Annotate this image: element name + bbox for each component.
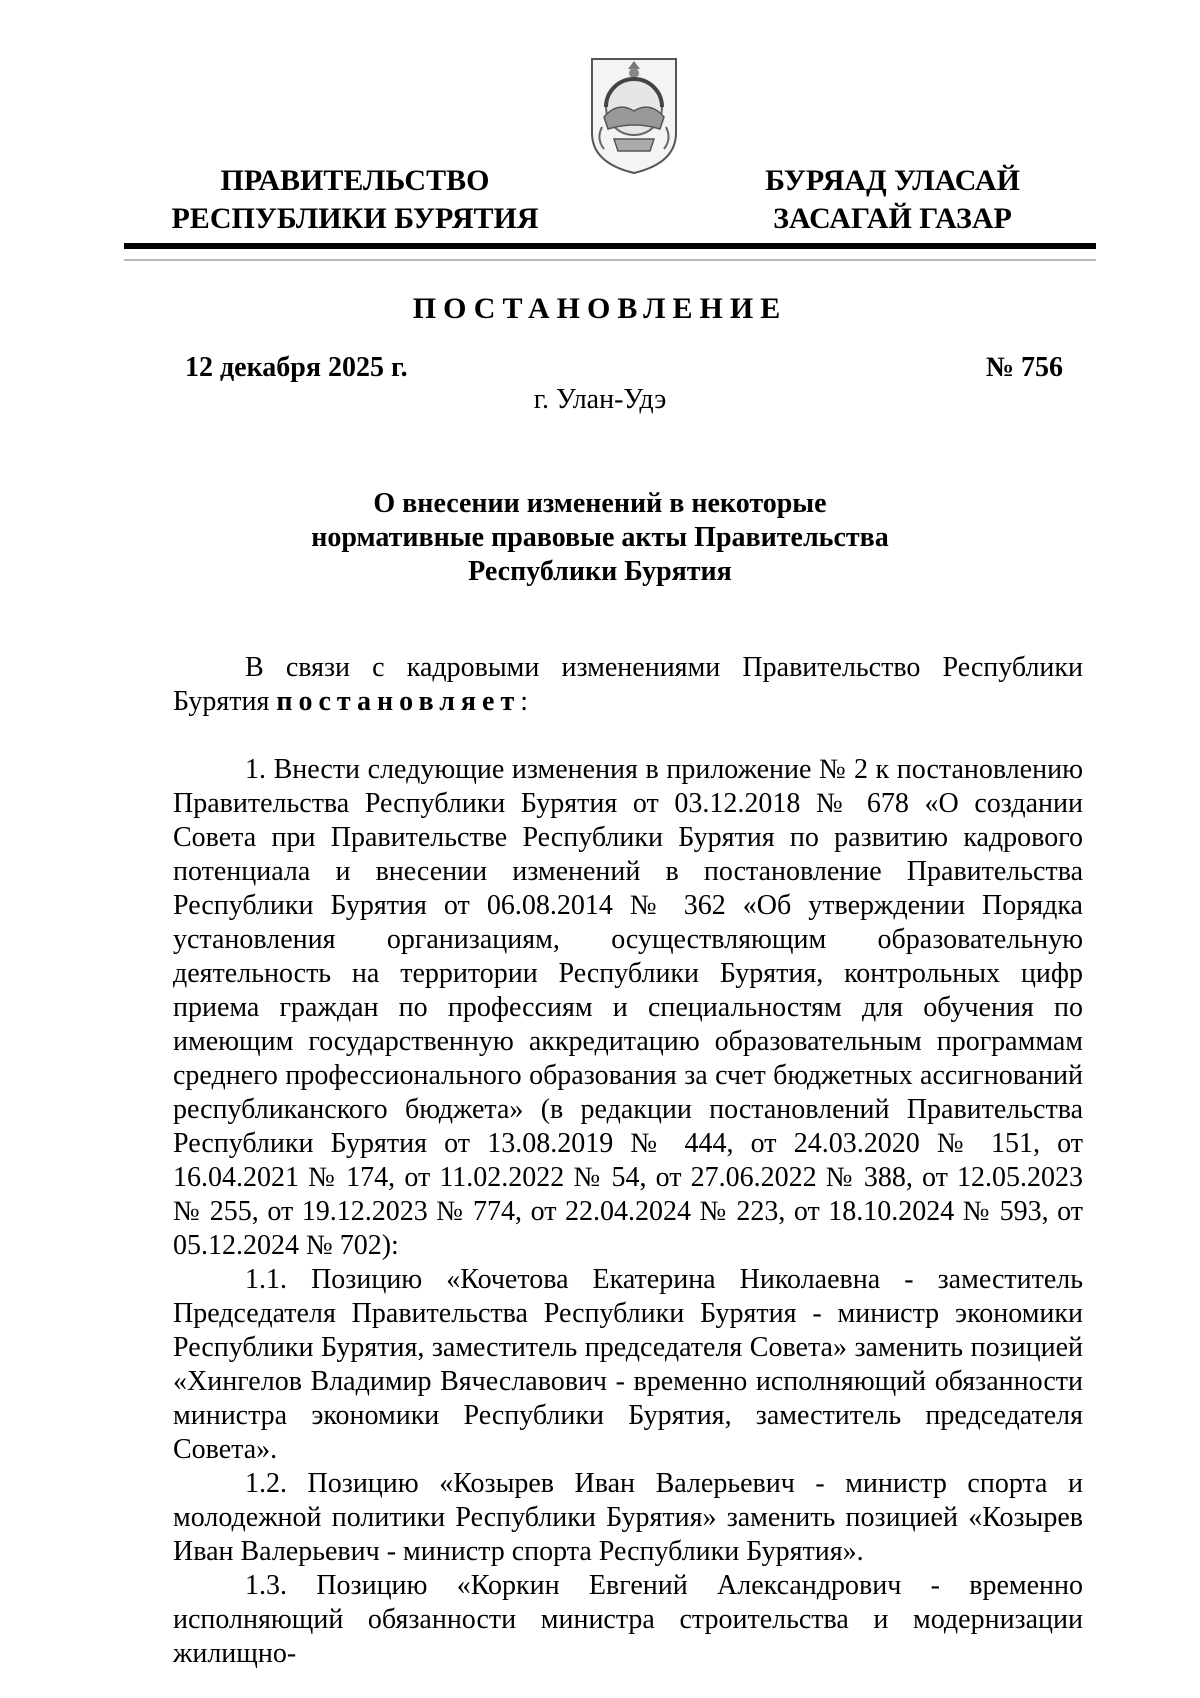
intro-text: В связи с кадровыми изменениями Правительство Республики Бурятия bbox=[173, 652, 1083, 717]
document-body bbox=[173, 651, 1083, 1671]
paragraph-1-1: 1.1. Позицию «Кочетова Екатерина Николаевна - заместитель Председателя Правительства Республики Бурятия - министр экономики Республики Бурятия, заместитель председателя Совета» заменить позицией «Хингелов Владимир Вячеславович - временно исполняющий обязанности министра экономики Республики Бурятия, заместитель председателя Совета». bbox=[173, 1264, 1083, 1465]
document-date: 12 декабря 2025 г. bbox=[185, 352, 408, 383]
issuer-name-line-2: РЕСПУБЛИКИ БУРЯТИЯ bbox=[171, 202, 539, 235]
title-line-2: нормативные правовые акты Правительства bbox=[311, 522, 889, 553]
paragraph-1: 1. Внести следующие изменения в приложение № 2 к постановлению Правительства Республики Бурятия от 03.12.2018 № 678 «О создании Совета при Правительстве Республики Бурятия по развитию кадрового потенциала и внесении изменений в постановление Правительства Республики Бурятия от 06.08.2014 № 362 «Об утверждении Порядка установления организациям, осуществляющим образовательную деятельность на территории Республики Бурятия, контрольных цифр приема граждан по профессиям и специальностям для обучения по имеющим государственную аккредитацию образовательным программам среднего профессионального образования за счет бюджетных ассигнований республиканского бюджета» (в редакции постановлений Правительства Республики Бурятия от 13.08.2019 № 444, от 24.03.2020 № 151, от 16.04.2021 № 174, от 11.02.2022 № 54, от 27.06.2022 № 388, от 12.05.2023 № 255, от 19.12.2023 № 774, от 22.04.2024 № 223, от 18.10.2024 № 593, от 05.12.2024 № 702): bbox=[173, 754, 1083, 1261]
intro-paragraph bbox=[173, 651, 1083, 719]
issuer-name-russian bbox=[170, 162, 540, 238]
issuer-name-line-1: ПРАВИТЕЛЬСТВО bbox=[220, 164, 490, 197]
resolves-keyword: постановляет bbox=[276, 686, 521, 717]
document-number: № 756 bbox=[985, 352, 1063, 383]
paragraph-1-3: 1.3. Позицию «Коркин Евгений Александрович - временно исполняющий обязанности министра строительства и модернизации жилищно- bbox=[173, 1570, 1083, 1669]
issuer-name-buryat-line-2: ЗАСАГАЙ ГАЗАР bbox=[773, 202, 1012, 235]
issuer-name-buryat bbox=[755, 162, 1030, 238]
paragraph-1-2: 1.2. Позицию «Козырев Иван Валерьевич - министр спорта и молодежной политики Республики Бурятия» заменить позицией «Козырев Иван Валерьевич - министр спорта Республики Бурятия». bbox=[173, 1468, 1083, 1567]
title-line-1: О внесении изменений в некоторые bbox=[373, 488, 827, 519]
coat-of-arms-icon bbox=[588, 55, 680, 177]
title-line-3: Республики Бурятия bbox=[468, 556, 732, 587]
header-divider bbox=[124, 243, 1096, 249]
issuer-name-buryat-line-1: БУРЯАД УЛАСАЙ bbox=[765, 164, 1020, 197]
intro-end: : bbox=[520, 686, 529, 717]
document-title bbox=[250, 487, 950, 589]
header-divider-thin bbox=[124, 259, 1096, 261]
document-type: ПОСТАНОВЛЕНИЕ bbox=[412, 292, 788, 325]
document-city: г. Улан-Удэ bbox=[533, 384, 667, 415]
